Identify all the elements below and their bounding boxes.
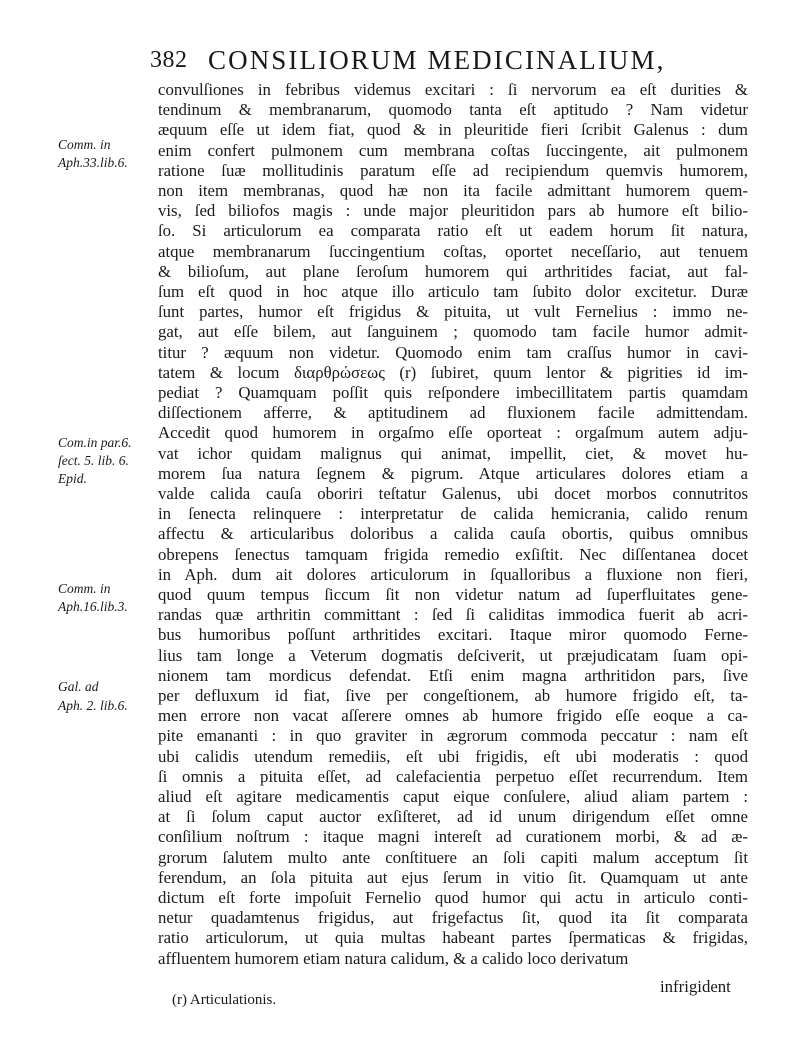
body-line: ferendum, an ſola pituita aut ejus ſerum in vitio ſit. Quamquam ut ante: [158, 867, 748, 887]
body-line: per defluxum id fiat, ſive per congeſtionem, ab humore frigido eſt, ta-: [158, 686, 748, 705]
body-line: ſo. Si articulorum ea comparata ratio eſt ut eadem horum ſit natura,: [158, 221, 748, 241]
body-line: bus humoribus poſſunt arthritides excitari. Itaque miror quomodo Ferne-: [158, 625, 748, 645]
body-line: morem ſua natura ſegnem & pigrum. Atque articulares dolores etiam a: [158, 463, 748, 483]
margin-note-line: Gal. ad: [58, 679, 99, 694]
margin-note-line: ſect. 5. lib. 6.: [58, 453, 129, 468]
margin-note-line: Aph. 2. lib.6.: [58, 698, 128, 713]
body-line: æquum eſſe ut idem fiat, quod & in pleuritide fieri ſcribit Galenus : dum: [158, 120, 748, 140]
body-line: grorum ſalutem multo ante conſtituere an ſoli capiti malum acceptum ſit: [158, 847, 748, 867]
body-line: vis, ſed biliofos magis : unde major pleuritidon pars ab humore eſt bilio-: [158, 201, 748, 221]
body-line: tatem & locum διαρθρώσεως (r) ſubiret, quum lentor & pigrities id im-: [158, 362, 748, 382]
body-line: diſſectionem afferre, & aptitudinem ad fluxionem facile admittendam.: [158, 403, 748, 423]
body-line: & bilioſum, aut plane ſeroſum humorem qui arthritides faciat, aut fal-: [158, 261, 748, 281]
body-line: randas quæ arthritin committant : ſed ſi caliditas immodica fuerit ab acri-: [158, 605, 748, 625]
body-line: obrepens ſenectus tamquam frigida remedio exſiſtit. Nec diſſentanea docet: [158, 544, 748, 564]
body-line: dictum eſt forte impoſuit Fernelio quod humor qui actu in articulo conti-: [158, 888, 748, 907]
body-line: at ſi ſolum caput auctor exſiſteret, ad id unum dirigendum eſſet omne: [158, 807, 748, 827]
margin-note-line: Comm. in: [58, 581, 111, 596]
body-line: ratione ſuæ mollitudinis paratum eſſe ad recipiendum quemvis humorem,: [158, 160, 748, 180]
body-line: quod quum tempus ſiccum ſit non videtur natum ad ſuperfluitates gene-: [158, 585, 748, 604]
body-line: non item membranas, quod hæ non ita facile admittant humorem quem-: [158, 181, 748, 200]
margin-note-line: Aph.33.lib.6.: [58, 155, 128, 170]
body-line: atque membranarum ſuccingentium coſtas, oportet neceſſario, aut tenuem: [158, 241, 748, 261]
body-line: ſum eſt quod in hoc atque illo articulo tam ſubito dolor excitetur. Duræ: [158, 282, 748, 301]
body-line: convulſiones in febribus videmus excitari : ſi nervorum ea eſt durities &: [158, 80, 748, 99]
margin-note-line: Epid.: [58, 471, 87, 486]
body-line: gat, aut eſſe bilem, aut ſanguinem ; quomodo tam facile humor admit-: [158, 322, 748, 342]
margin-note-line: Com.in par.6.: [58, 435, 132, 450]
body-line: tendinum & membranarum, quomodo tanta eſt aptitudo ? Nam videtur: [158, 100, 748, 120]
body-line: aliud eſt agitare medicamentis caput eique conſulere, aliud aliam partem :: [158, 787, 748, 806]
body-line: in ſenecta relinquere : interpretatur de calida hemicrania, calido renum: [158, 504, 748, 524]
body-line: netur quadamtenus frigidus, aut frigefactus ſit, quod ita ſit comparata: [158, 908, 748, 928]
body-line: pite emananti : in quo graviter in ægrorum commoda peccatur : nam eſt: [158, 726, 748, 746]
body-line: ſunt partes, humor eſt frigidus & pituita, ut vult Fernelius : immo ne-: [158, 302, 748, 322]
page-number: 382: [150, 47, 188, 73]
body-line: nionem tam mordicus defendat. Etſi enim magna arthritidon pars, ſive: [158, 665, 748, 685]
body-line: enim confert pulmonem cum membrana coſtas ſuccingente, ait pulmonem: [158, 140, 748, 160]
body-line: ratio articulorum, ut quia multas habeant partes ſpermaticas & frigidas,: [158, 928, 748, 948]
body-line: Accedit quod humorem in orgaſmo eſſe oporteat : orgaſmum autem adju-: [158, 423, 748, 443]
body-line: lius tam longe a Veterum dogmatis deſciverit, ut præjudicatam ſuam opi-: [158, 645, 748, 665]
body-line: titur ? æquum non videtur. Quomodo enim tam craſſus humor in cavi-: [158, 342, 748, 362]
margin-note-line: Comm. in: [58, 137, 111, 152]
margin-note-line: Aph.16.lib.3.: [58, 599, 128, 614]
body-line: affluentem humorem etiam natura calidum, & a calido loco derivatum: [158, 948, 629, 968]
body-line: ubi calidis utendum remediis, eſt ubi frigidis, eſt ubi moderatis : quod: [158, 746, 748, 766]
body-line: men errore non vacat aſſerere omnes ab humore frigido eſſe eoque a ca-: [158, 706, 748, 726]
body-line: valde calida cauſa oboriri teſtatur Galenus, ubi docet morbos connutritos: [158, 484, 748, 503]
body-line: pediat ? Quamquam poſſit quis reſpondere imbecillitatem partis quamdam: [158, 383, 748, 402]
running-title: CONSILIORUM MEDICINALIUM,: [208, 45, 666, 75]
catchword: infrigident: [660, 977, 731, 996]
footnote: (r) Articulationis.: [172, 992, 277, 1008]
body-line: vat ichor quidam malignus qui animat, impellit, ciet, & movet hu-: [158, 443, 748, 463]
body-line: in Aph. dum ait dolores articulorum in ſqualloribus a fluxione non fieri,: [158, 564, 748, 584]
body-line: conſilium noſtrum : itaque magni intereſt ad curationem morbi, & ad æ-: [158, 827, 748, 847]
body-line: ſi omnis a pituita eſſet, ad calefacientia perpetuo eſſet recurrendum. Item: [158, 766, 748, 786]
body-line: affectu & articularibus doloribus a calida cauſa obortis, quibus omnibus: [158, 524, 748, 544]
